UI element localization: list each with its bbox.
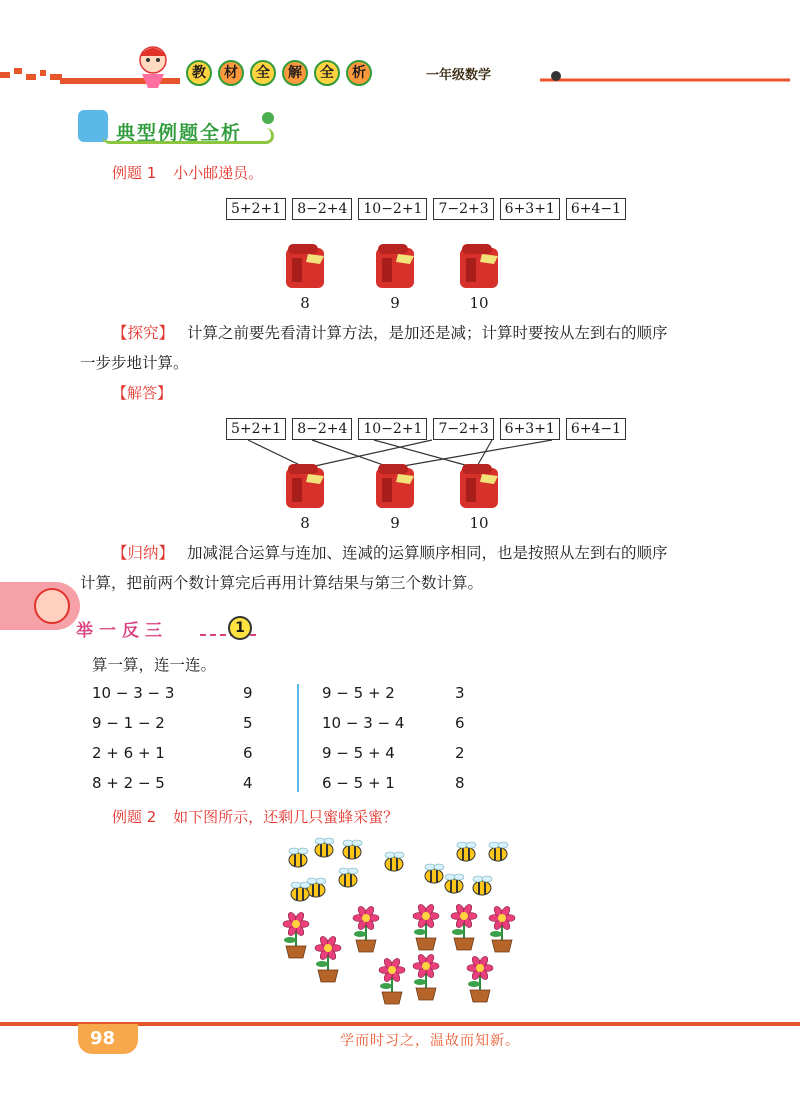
- expression-box: 8−2+4: [292, 418, 352, 440]
- summary-paragraph: [112, 538, 732, 568]
- left-expr: 2 + 6 + 1: [92, 744, 165, 762]
- explore-line1: 计算之前要先看清计算方法，是加还是减；计算时要按从左到右的顺序: [186, 324, 668, 342]
- bee-icon: [457, 842, 476, 861]
- left-answer: 6: [243, 744, 253, 762]
- bee-icon: [473, 876, 492, 895]
- bee-icon: [489, 842, 508, 861]
- right-answer: 8: [455, 774, 465, 792]
- left-answer: 5: [243, 714, 253, 732]
- left-answer: 9: [243, 684, 253, 702]
- practice-title-char: 举: [76, 621, 99, 641]
- mailbox-icon: [284, 242, 326, 290]
- right-answer: 3: [455, 684, 465, 702]
- header-badge: 解: [282, 60, 308, 86]
- mailbox-number: 10: [469, 514, 489, 532]
- bee-icon: [385, 852, 404, 871]
- section-title: 典型例题全析: [116, 122, 243, 144]
- flower-pot-icon: [353, 905, 379, 952]
- expression-box: 8−2+4: [292, 198, 352, 220]
- expression-box: 10−2+1: [358, 198, 427, 220]
- mailbox-icon: [458, 462, 500, 510]
- left-expr: 8 + 2 − 5: [92, 774, 165, 792]
- answer-mailbox-10: [458, 462, 500, 532]
- example1-label: 例题 1: [112, 164, 157, 182]
- header-badge: 材: [218, 60, 244, 86]
- flower-pot-icon: [379, 957, 405, 1004]
- mailbox-8: [284, 242, 326, 312]
- mailbox-number: 8: [300, 514, 310, 532]
- expression-box: 6+3+1: [500, 198, 560, 220]
- green-dot-icon: [262, 112, 274, 124]
- expression-box: 7−2+3: [433, 198, 493, 220]
- mailbox-icon: [284, 462, 326, 510]
- example2-title: 如下图所示，还剩几只蜜蜂采蜜？: [173, 808, 399, 826]
- practice-title-char: 三: [145, 621, 168, 641]
- mailbox-number: 9: [390, 514, 400, 532]
- girl-mascot-icon: [128, 40, 178, 90]
- mailbox-9: [374, 242, 416, 312]
- right-expr: 10 − 3 − 4: [322, 714, 405, 732]
- right-expr: 9 − 5 + 4: [322, 744, 395, 762]
- expression-box: 6+3+1: [500, 418, 560, 440]
- flower-pot-icon: [413, 903, 439, 950]
- practice-title-char: 反: [122, 621, 145, 641]
- bee-icon: [307, 878, 326, 897]
- expression-box: 5+2+1: [226, 198, 286, 220]
- bee-icon: [315, 838, 334, 857]
- right-answer: 2: [455, 744, 465, 762]
- grade-label: 一年级数学: [426, 68, 492, 83]
- header-badge: 全: [250, 60, 276, 86]
- right-expr: 9 − 5 + 2: [322, 684, 395, 702]
- bee-icon: [339, 868, 358, 887]
- example1-title: 小小邮递员。: [173, 164, 264, 182]
- answer-mailbox-9: [374, 462, 416, 532]
- summary-tag: 【归纳】: [112, 544, 175, 562]
- left-expr: 10 − 3 − 3: [92, 684, 175, 702]
- expression-box: 5+2+1: [226, 418, 286, 440]
- summary-line1: 加减混合运算与连加、连减的运算顺序相同，也是按照从左到右的顺序: [186, 544, 668, 562]
- flower-pot-icon: [283, 911, 309, 958]
- header-badge: 全: [314, 60, 340, 86]
- bee-icon: [445, 874, 464, 893]
- expression-box: 6+4−1: [566, 198, 626, 220]
- mailbox-icon: [374, 242, 416, 290]
- flower-pot-icon: [489, 905, 515, 952]
- explore-tag: 【探究】: [112, 324, 175, 342]
- practice-title: [76, 616, 168, 641]
- answer-mailbox-8: [284, 462, 326, 532]
- mailbox-icon: [458, 242, 500, 290]
- left-expr: 9 − 1 − 2: [92, 714, 165, 732]
- flower-pot-icon: [451, 903, 477, 950]
- practice-title-char: 一: [99, 621, 122, 641]
- mailbox-number: 9: [390, 294, 400, 312]
- explore-paragraph: [112, 318, 732, 348]
- example2-heading: [112, 806, 398, 827]
- page-number: 98: [90, 1028, 116, 1049]
- mailbox-10: [458, 242, 500, 312]
- expression-box: 6+4−1: [566, 418, 626, 440]
- explore-line2: 一步步地计算。: [80, 354, 189, 372]
- header-badges: [186, 60, 372, 86]
- mailbox-number: 10: [469, 294, 489, 312]
- example1-heading: [112, 162, 263, 183]
- mailbox-icon: [374, 462, 416, 510]
- header-badge: 析: [346, 60, 372, 86]
- expression-box: 7−2+3: [433, 418, 493, 440]
- answer-tag: 【解答】: [112, 384, 173, 402]
- example2-label: 例题 2: [112, 808, 157, 826]
- bee-icon: [291, 882, 310, 901]
- bees-and-flowers-illustration: [276, 832, 524, 1012]
- example1-expressions: [226, 198, 626, 220]
- footer-motto: 学而时习之，温故而知新。: [340, 1033, 520, 1049]
- flower-pot-icon: [413, 953, 439, 1000]
- right-expr: 6 − 5 + 1: [322, 774, 395, 792]
- cat-mascot-icon: [34, 588, 70, 624]
- bee-icon: [289, 848, 308, 867]
- practice-instruction: 算一算，连一连。: [92, 656, 217, 674]
- mailbox-number: 8: [300, 294, 310, 312]
- summary-line2: 计算，把前两个数计算完后再用计算结果与第三个数计算。: [80, 574, 484, 592]
- right-answer: 6: [455, 714, 465, 732]
- flower-pot-icon: [315, 935, 341, 982]
- left-answer: 4: [243, 774, 253, 792]
- bee-icon: [343, 840, 362, 859]
- expression-box: 10−2+1: [358, 418, 427, 440]
- bee-icon: [425, 864, 444, 883]
- header-decoration: [0, 64, 800, 86]
- practice-divider: [297, 684, 299, 792]
- header-badge: 教: [186, 60, 212, 86]
- answer-expressions: [226, 418, 626, 440]
- flower-pot-icon: [467, 955, 493, 1002]
- practice-number: 1: [228, 616, 252, 640]
